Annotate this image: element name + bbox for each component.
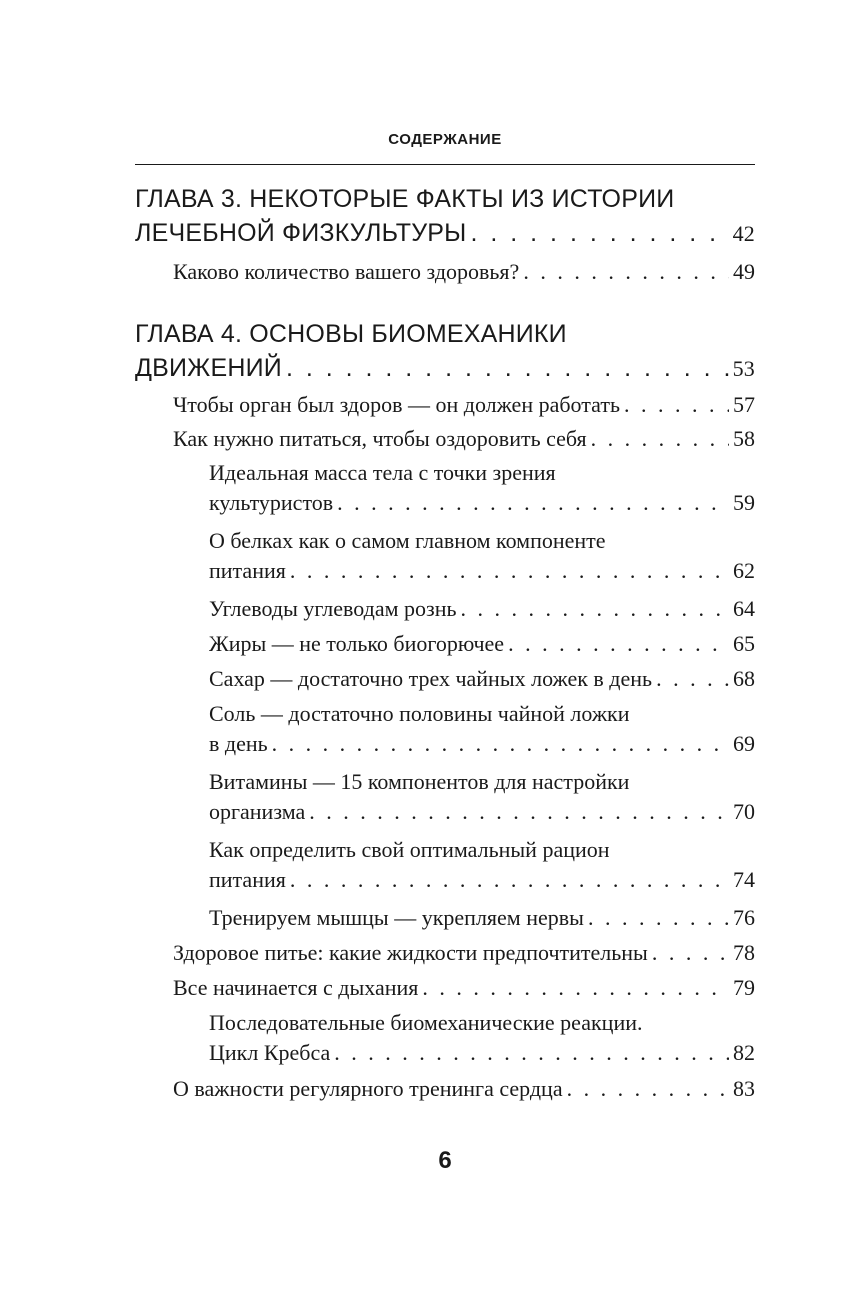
- leader-dots: [422, 973, 729, 1003]
- page-number: 83: [733, 1076, 755, 1101]
- running-header: СОДЕРЖАНИЕ: [388, 131, 502, 148]
- toc-title: в день: [209, 731, 268, 756]
- page-number: 42: [732, 221, 755, 246]
- toc-title: Как нужно питаться, чтобы оздоровить себя: [173, 426, 587, 451]
- page-number: 70: [733, 799, 755, 824]
- toc-chapter[interactable]: [135, 317, 755, 386]
- toc-title: питания: [209, 867, 286, 892]
- page-number: 58: [733, 426, 755, 451]
- leader-dots: [461, 594, 730, 624]
- toc-title: Углеводы углеводам рознь: [209, 596, 457, 621]
- leader-dots: [309, 797, 729, 827]
- page-folio: 6: [438, 1147, 452, 1174]
- page-number: 64: [733, 596, 755, 621]
- page-number: 82: [733, 1040, 755, 1065]
- leader-dots: [591, 424, 729, 454]
- toc-chapter[interactable]: [135, 182, 755, 251]
- leader-dots: [290, 556, 729, 586]
- toc-entry[interactable]: [135, 903, 755, 933]
- leader-dots: [567, 1074, 729, 1104]
- toc-title: Тренируем мышцы — укрепляем нервы: [209, 905, 584, 930]
- toc-title-line: О белках как о самом главном компоненте: [209, 528, 606, 553]
- toc-entry[interactable]: [135, 767, 755, 827]
- toc-title-line: Как определить свой оптимальный рацион: [209, 837, 610, 862]
- toc-entry[interactable]: [135, 257, 755, 287]
- leader-dots: [508, 629, 729, 659]
- page-number: 57: [733, 392, 755, 417]
- leader-dots: [290, 865, 729, 895]
- toc-title: О важности регулярного тренинга сердца: [173, 1076, 563, 1101]
- toc-entry[interactable]: [135, 1074, 755, 1104]
- page-number: 62: [733, 558, 755, 583]
- page-number: 65: [733, 631, 755, 656]
- leader-dots: [334, 1038, 729, 1068]
- toc-entry[interactable]: [135, 938, 755, 968]
- toc-entry[interactable]: [135, 835, 755, 895]
- leader-dots: [337, 488, 729, 518]
- toc-title-line: Витамины — 15 компонентов для настройки: [209, 769, 630, 794]
- toc-title-line: ГЛАВА 4. ОСНОВЫ БИОМЕХАНИКИ: [135, 320, 567, 348]
- leader-dots: [286, 351, 729, 385]
- toc-title: организма: [209, 799, 306, 824]
- page-number: 59: [733, 490, 755, 515]
- toc-title: Чтобы орган был здоров — он должен работать: [173, 392, 620, 417]
- page-number: 74: [733, 867, 755, 892]
- toc-entry[interactable]: [135, 424, 755, 454]
- toc-entry[interactable]: [135, 390, 755, 420]
- toc-title-line: Соль — достаточно половины чайной ложки: [209, 701, 630, 726]
- leader-dots: [470, 216, 728, 250]
- leader-dots: [272, 729, 729, 759]
- toc-title: питания: [209, 558, 286, 583]
- toc-title: Каково количество вашего здоровья?: [173, 259, 520, 284]
- toc-title-line: Идеальная масса тела с точки зрения: [209, 460, 556, 485]
- leader-dots: [652, 938, 729, 968]
- toc-title: Все начинается с дыхания: [173, 975, 419, 1000]
- table-of-contents: [135, 180, 755, 1104]
- toc-title: Жиры — не только биогорючее: [209, 631, 505, 656]
- toc-entry[interactable]: [135, 458, 755, 518]
- page-number: 68: [733, 666, 755, 691]
- toc-entry[interactable]: [135, 594, 755, 624]
- toc-title: культуристов: [209, 490, 334, 515]
- page-number: 79: [733, 975, 755, 1000]
- leader-dots: [624, 390, 729, 420]
- page-number: 69: [733, 731, 755, 756]
- toc-entry[interactable]: [135, 526, 755, 586]
- toc-title: Сахар — достаточно трех чайных ложек в день: [209, 666, 653, 691]
- leader-dots: [656, 664, 729, 694]
- header-rule: [135, 164, 755, 165]
- toc-entry[interactable]: [135, 1008, 755, 1068]
- toc-title: ДВИЖЕНИЙ: [135, 354, 282, 382]
- leader-dots: [588, 903, 729, 933]
- toc-title: Здоровое питье: какие жидкости предпочтительны: [173, 940, 648, 965]
- page-number: 53: [732, 356, 755, 381]
- toc-entry[interactable]: [135, 629, 755, 659]
- toc-title: ЛЕЧЕБНОЙ ФИЗКУЛЬТУРЫ: [135, 219, 467, 247]
- leader-dots: [523, 257, 729, 287]
- page-number: 78: [733, 940, 755, 965]
- toc-entry[interactable]: [135, 699, 755, 759]
- toc-title-line: Последовательные биомеханические реакции.: [209, 1010, 643, 1035]
- toc-entry[interactable]: [135, 973, 755, 1003]
- page-number: 49: [733, 259, 755, 284]
- page-number: 76: [733, 905, 755, 930]
- toc-title-line: ГЛАВА 3. НЕКОТОРЫЕ ФАКТЫ ИЗ ИСТОРИИ: [135, 185, 675, 213]
- toc-title: Цикл Кребса: [209, 1040, 331, 1065]
- toc-entry[interactable]: [135, 664, 755, 694]
